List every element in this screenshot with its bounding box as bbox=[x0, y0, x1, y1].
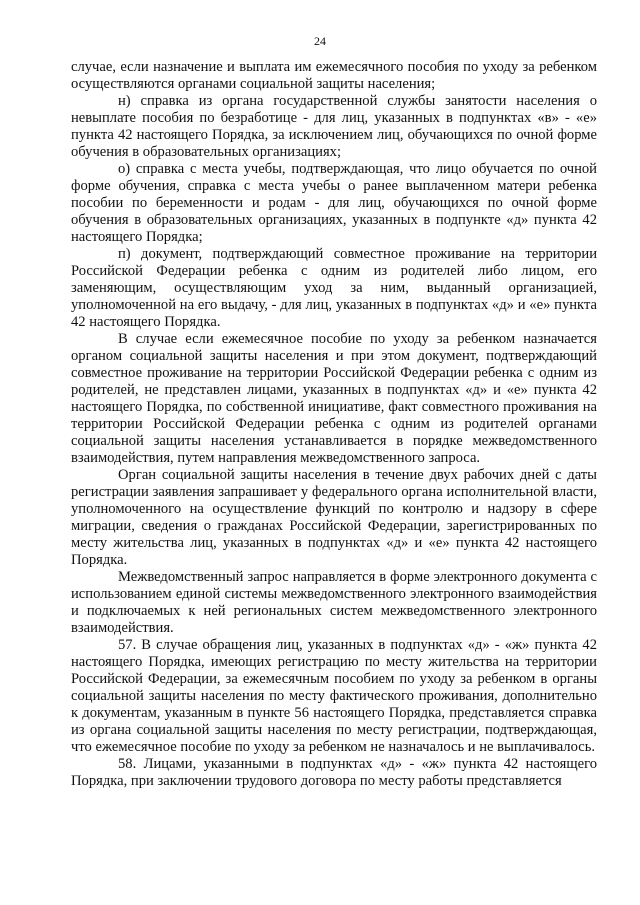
paragraph-item-p: п) документ, подтверждающий совместное проживание на территории Российской Федерации ребенка с одним из родителей либо лицом, его заменяющим, осуществляющим уход за ним, выданный организацией, уполномоченной на его выдачу, - для лиц, указанных в подпунктах «д» и «е» пункта 42 настоящего Порядка. bbox=[71, 246, 597, 330]
paragraph-cohabitation: В случае если ежемесячное пособие по уходу за ребенком назначается органом социальной защиты населения и при этом документ, подтверждающий совместное проживание на территории Российской Федерации ребенка с одним из родителей, не представлен лицами, указанных в подпунктах «д» и «е» пункта 42 настоящего Порядка, по собственной инициативе, факт совместного проживания на территории Российской Федерации ребенка с одним из родителей органами социальной защиты населения устанавливается в порядке межведомственного взаимодействия, путем направления межведомственного запроса. bbox=[71, 331, 597, 466]
paragraph-57: 57. В случае обращения лиц, указанных в подпунктах «д» - «ж» пункта 42 настоящего Порядка, имеющих регистрацию по месту жительства на территории Российской Федерации, за ежемесячным пособием по уходу за ребенком в органы социальной защиты населения по месту фактического проживания, дополнительно к документам, указанным в пункте 56 настоящего Порядка, представляется справка из органа социальной защиты населения по месту регистрации, подтверждающая, что ежемесячное пособие по уходу за ребенком не назначалось и не выплачивалось. bbox=[71, 637, 597, 755]
paragraph-continuation: случае, если назначение и выплата им ежемесячного пособия по уходу за ребенком осуществляются органами социальной защиты населения; bbox=[71, 59, 597, 92]
paragraph-electronic-request: Межведомственный запрос направляется в форме электронного документа с использованием единой системы межведомственного электронного взаимодействия и подключаемых к ней региональных систем межведомственного электронного взаимодействия. bbox=[71, 569, 597, 636]
paragraph-request-procedure: Орган социальной защиты населения в течение двух рабочих дней с даты регистрации заявления запрашивает у федерального органа исполнительной власти, уполномоченного на осуществление функций по контролю и надзору в сфере миграции, сведения о гражданах Российской Федерации, зарегистрированных по месту жительства лиц, указанных в подпунктах «д» и «е» пункта 42 настоящего Порядка. bbox=[71, 467, 597, 568]
page-number: 24 bbox=[314, 34, 326, 48]
paragraph-item-o: о) справка с места учебы, подтверждающая, что лицо обучается по очной форме обучения, справка с места учебы о ранее выплаченном матери ребенка пособии по беременности и родам - для лиц, обучающихся по очной форме обучения в образовательных организациях, указанных в подпункте «д» пункта 42 настоящего Порядка; bbox=[71, 161, 597, 245]
paragraph-item-n: н) справка из органа государственной службы занятости населения о невыплате пособия по безработице - для лиц, указанных в подпунктах «в» - «е» пункта 42 настоящего Порядка, за исключением лиц, обучающихся по очной форме обучения в образовательных организациях; bbox=[71, 93, 597, 160]
paragraph-58: 58. Лицами, указанными в подпунктах «д» - «ж» пункта 42 настоящего Порядка, при заключении трудового договора по месту работы представляется bbox=[71, 756, 597, 789]
document-body bbox=[71, 59, 597, 790]
